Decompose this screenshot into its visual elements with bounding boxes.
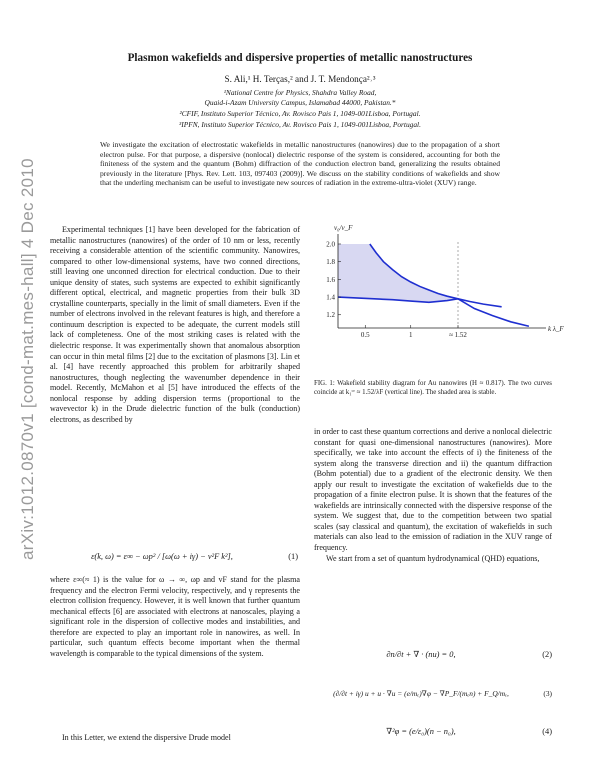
equation-2-body: ∂n/∂t + ∇ · (nu) = 0, (386, 650, 456, 659)
y-tick-label: 1.6 (326, 275, 335, 284)
x-tick-label: 0.5 (360, 331, 370, 339)
y-tick-label: 1.2 (326, 311, 335, 320)
y-axis-label: v₀/v_F (334, 224, 353, 232)
paper-title: Plasmon wakefields and dispersive properties of metallic nanostructures (127, 52, 473, 64)
affiliation-3: ³IPFN, Instituto Superior Técnico, Av. Rovisco Pais 1, 1049-001Lisboa, Portugal. (179, 120, 421, 129)
equation-4-body: ∇²φ = (e/ε₀)(n − n₀), (386, 727, 456, 736)
curve-2 (338, 297, 529, 326)
x-tick-label: ≈ 1.52 (449, 331, 467, 339)
affiliation-1b: Quaid-i-Azam University Campus, Islamabad 44000, Pakistan.* (204, 98, 396, 107)
stability-chart (312, 224, 564, 342)
x-tick-label: 1 (408, 331, 413, 339)
equation-4 (314, 720, 552, 742)
paper-authors: S. Ali,¹ H. Terças,² and J. T. Mendonça²˒³ (224, 74, 376, 84)
affiliation-1a: ¹National Centre for Physics, Shahdra Valley Road, (223, 88, 377, 97)
y-tick-label: 1.8 (326, 258, 335, 267)
letter-paragraph: In this Letter, we extend the dispersive Drude model (62, 733, 231, 742)
affiliation-2: ²CFIF, Instituto Superior Técnico, Av. Rovisco Pais 1, 1049-001Lisboa, Portugal. (179, 109, 421, 118)
y-tick-label: 1.4 (326, 293, 335, 302)
figure-1 (312, 224, 564, 342)
arxiv-id: arXiv:1012.0870v1 [cond-mat.mes-hall] 4 Dec 2010 (18, 158, 37, 560)
equation-3-number: (3) (543, 688, 552, 698)
right-paragraph-2: We start from a set of quantum hydrodynamical (QHD) equations, (326, 553, 540, 563)
equation-3 (314, 681, 552, 705)
right-paragraph-1: in order to cast these quantum corrections and derive a nonlocal dielectric constant for quasi one-dimensional nanostructures (nanowires). More specifically, we take into account the effects of i) the finiteness of the system along the transverse direction and ii) the quantum diffraction (Bohm potential) due to a gradient of the electronic density. We then apply our result to investigate the excitation of wakefields due to the propagation of a finite electron pulse. It is shown that the features of the wakefields are intrinsically connected with the dispersive response of the system. We suggest that, due to the competition between two spatial scales (say classical and quantum), the excitation of wakefields in such materials can also lead to the emission of radiation in the XUV range of frequency. (314, 427, 552, 553)
drude-paragraph: where ε∞(≈ 1) is the value for ω → ∞, ωp and vF stand for the plasma frequency and the electron Fermi velocity, respectively, and γ represents the electron collision frequency. However, it is well known that further quantum mechanical effects [6] are associated with electrons at nanoscales, playing a significant role in the dispersion of collective modes and instabilities, and therefore are expected to play an important role in nanowires, as well. In particular, such quantum effects become important when the thermal wavelength is comparable to the typical dimensions of the system. (50, 575, 300, 658)
x-axis-label: k λ_F (548, 325, 564, 333)
equation-2 (314, 643, 552, 665)
intro-paragraph: Experimental techniques [1] have been developed for the fabrication of metallic nanostructures (nanowires) of the order of 10 nm or less, recently receiving a considerable attention of the scientific community. Nanowires, compared to other low-dimensional systems, have two conned directions, still leaving one unconned direction for electrical conduction. Due to their unique density of states, such systems are expected to exhibit significantly different optical, electrical, and magnetic properties from their bulk 3D crystalline counterparts, specially in the limit of small diameters. Even if the number of electrons involved in the relevant features is high, and therefore a continuum description is expected to be adequate, the current models still lack of completeness. One of the most striking cases is related with the dielectric response. It was experimentally shown that anomalous absorption can occur in thin metal films [2] due to the excitation of plasmons [3]. Lin et al. [4] have recently approached this problem for arbitrarily shaped nanostructures, though neglecting the wavenumber dependence in their model. Recently, McMahon et al [5] have introduced the effects of the nonlocal response by adding dispersion terms (proportional to the wavevector k) in the Drude dielectric function of the bulk (conduction) electrons, as described by (50, 225, 300, 424)
left-column (50, 225, 300, 425)
equation-1 (50, 543, 298, 569)
left-column-cont (50, 575, 300, 659)
left-column-end (50, 733, 300, 744)
y-tick-label: 2.0 (326, 240, 335, 249)
equation-1-number: (1) (288, 551, 298, 561)
equation-4-number: (4) (542, 726, 552, 736)
equation-3-body: (∂/∂t + iγ) u + u · ∇u = (e/mₑ)∇φ − ∇P_F/(mₑn) + F_Q/mₑ, (333, 688, 509, 698)
equation-2-number: (2) (542, 649, 552, 659)
abstract: We investigate the excitation of electrostatic wakefields in metallic nanostructures (nanowires) due to the propagation of a short electron pulse. For that purpose, a dispersive (nonlocal) dielectric response of the system is considered, accounting for both the finiteness of the system and the quantum (Bohm) diffraction of the conduction electron band, generalizing the results obtained previously in the literature [Phys. Rev. Lett. 103, 097403 (2009)]. We discuss on the stability conditions of wakefields and show that the underling mechanism can be useful to investigate new sources of radiation in the extreme-ultra-violet (XUV) range. (100, 140, 500, 188)
figure-caption: FIG. 1: Wakefield stability diagram for Au nanowires (H ≈ 0.817). The two curves coincide at k₁ᶜʳ ≈ 1.52/λF (vertical line). The shaded area is stable. (314, 380, 552, 396)
equation-1-body: ε(k, ω) = ε∞ − ωp² / [ω(ω + iγ) − v²F k²], (91, 551, 233, 561)
right-column (314, 427, 552, 564)
